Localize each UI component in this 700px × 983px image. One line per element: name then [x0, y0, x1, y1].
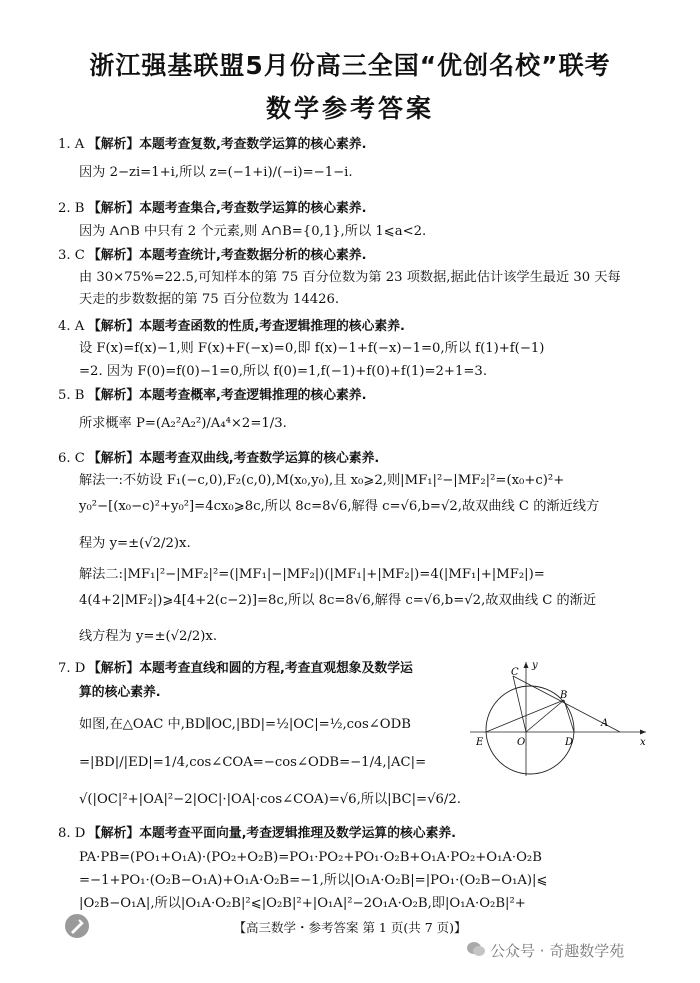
label-a: A	[601, 718, 609, 729]
question-number: 5. B	[58, 388, 85, 403]
answer-line	[79, 534, 191, 554]
label-y: y	[532, 660, 538, 671]
question-heading	[58, 659, 413, 679]
question-heading	[58, 135, 366, 155]
analysis-tag: 【解析】	[88, 319, 140, 334]
line-text: 所求概率 P=(A₂²A₂²)/A₄⁴×2=1/3.	[79, 416, 287, 431]
question-heading	[58, 824, 456, 844]
question-heading	[58, 199, 366, 219]
line-text: 本题考查复数,考查数学运算的核心素养.	[139, 137, 367, 152]
line-text: 本题考查统计,考查数据分析的核心素养.	[139, 248, 367, 263]
question-number: 7. D	[58, 661, 86, 676]
answer-line	[79, 715, 411, 735]
answer-line	[79, 268, 621, 288]
line-text: =|BD|/|ED|=1/4,cos∠COA=−cos∠ODB=−1/4,|AC|=	[79, 755, 427, 770]
line-text: 解法二:|MF₁|²−|MF₂|²=(|MF₁|−|MF₂|)(|MF₁|+|MF₂|)=4(|MF₁|+|MF₂|)=	[79, 567, 545, 582]
wechat-icon	[466, 941, 486, 957]
page-subtitle: 数学参考答案	[265, 94, 434, 123]
line-oc	[513, 676, 526, 732]
line-text: =2. 因为 F(0)=f(0)−1=0,所以 f(0)=1,f(−1)+f(0)+f(1)=2+1=3.	[79, 364, 488, 379]
analysis-tag: 【解析】	[88, 388, 140, 403]
line-ob	[526, 700, 564, 732]
line-text: 由 30×75%=22.5,可知样本的第 75 百分位数为第 23 项数据,据此估计该学生最近 30 天每	[79, 270, 621, 285]
answer-line	[79, 683, 161, 703]
answer-line	[79, 497, 599, 517]
answer-line	[79, 414, 287, 434]
answer-line	[79, 339, 544, 359]
line-text: 设 F(x)=f(x)−1,则 F(x)+F(−x)=0,即 f(x)−1+f(−x)−1=0,所以 f(1)+f(−1)	[79, 341, 545, 356]
line-text: 本题考查集合,考查数学运算的核心素养.	[139, 201, 367, 216]
answer-line	[79, 753, 426, 773]
line-text: =−1+PO₁·(O₂B−O₁A)+O₁A·O₂B=−1,所以|O₁A·O₂B|=|PO₁·(O₂B−O₁A)|⩽	[79, 873, 548, 888]
line-text: 程为 y=±(√2/2)x.	[79, 536, 191, 551]
line-text: 本题考查直线和圆的方程,考查直观想象及数学运	[139, 661, 413, 676]
answer-line	[79, 362, 487, 382]
line-text: 本题考查双曲线,考查数学运算的核心素养.	[139, 451, 380, 466]
answer-line	[79, 471, 564, 491]
watermark: 公众号 · 奇趣数学苑	[490, 942, 625, 960]
analysis-tag: 【解析】	[88, 248, 140, 263]
answer-line	[79, 790, 461, 810]
line-text: 如图,在△OAC 中,BD∥OC,|BD|=½|OC|=½,cos∠ODB	[79, 717, 411, 732]
analysis-tag: 算的核心素养.	[79, 685, 161, 700]
answer-line	[79, 222, 426, 242]
question-heading	[58, 246, 366, 266]
geometry-figure	[468, 658, 648, 778]
answer-line	[79, 894, 526, 914]
page-footer: 【高三数学・参考答案 第 1 页(共 7 页)】	[233, 920, 467, 935]
line-text: y₀²−[(x₀−c)²+y₀²]=4cx₀⩾8c,所以 8c=8√6,解得 c=√6,b=√2,故双曲线 C 的渐近线方	[79, 499, 600, 514]
line-text: |O₂B−O₁A|,所以|O₁A·O₂B|²⩽|O₂B|²+|O₁A|²−2O₁A·O₂B,即|O₁A·O₂B|²+	[79, 896, 526, 911]
line-text: 线方程为 y=±(√2/2)x.	[79, 629, 218, 644]
label-x: x	[640, 737, 646, 748]
question-number: 4. A	[58, 319, 85, 334]
label-e: E	[476, 737, 484, 748]
answer-line	[79, 591, 596, 611]
question-number: 2. B	[58, 201, 85, 216]
line-text: √(|OC|²+|OA|²−2|OC|·|OA|·cos∠COA)=√6,所以|BC|=√6/2.	[79, 792, 461, 807]
line-text: 本题考查函数的性质,考查逻辑推理的核心素养.	[139, 319, 405, 334]
line-text: 解法一:不妨设 F₁(−c,0),F₂(c,0),M(x₀,y₀),且 x₀⩾2,则|MF₁|²−|MF₂|²=(x₀+c)²+	[79, 473, 565, 488]
line-text: 因为 A∩B 中只有 2 个元素,则 A∩B={0,1},所以 1⩽a<2.	[79, 224, 427, 239]
line-bd	[564, 700, 574, 732]
line-text: 4(4+2|MF₂|)⩾4[4+2(c−2)]=8c,所以 8c=8√6,解得 c=√6,b=√2,故双曲线 C 的渐近	[79, 593, 597, 608]
analysis-tag: 【解析】	[88, 137, 140, 152]
answer-line	[79, 627, 217, 647]
answer-line	[79, 290, 339, 310]
label-b: B	[560, 690, 568, 701]
line-text: 本题考查平面向量,考查逻辑推理及数学运算的核心素养.	[139, 826, 457, 841]
analysis-tag: 【解析】	[88, 451, 140, 466]
answer-line	[79, 848, 542, 868]
question-number: 1. A	[58, 137, 85, 152]
page-title: 浙江强基联盟5月份高三全国“优创名校”联考	[89, 51, 611, 80]
line-text: PA·PB=(PO₁+O₁A)·(PO₂+O₂B)=PO₁·PO₂+PO₁·O₂B+O₁A·PO₂+O₁A·O₂B	[79, 850, 542, 865]
question-number: 6. C	[58, 451, 85, 466]
question-number: 3. C	[58, 248, 85, 263]
question-number: 8. D	[58, 826, 86, 841]
analysis-tag: 【解析】	[88, 661, 140, 676]
answer-line	[79, 565, 545, 585]
question-heading	[58, 449, 379, 469]
line-text: 天走的步数数据的第 75 百分位数为 14426.	[79, 292, 340, 307]
question-heading	[58, 386, 366, 406]
label-d: D	[565, 737, 574, 748]
analysis-tag: 【解析】	[88, 826, 140, 841]
line-text: 本题考查概率,考查逻辑推理的核心素养.	[139, 388, 367, 403]
answer-line	[79, 163, 353, 183]
answer-line	[79, 871, 548, 891]
analysis-tag: 【解析】	[88, 201, 140, 216]
label-o: O	[517, 737, 526, 748]
question-heading	[58, 317, 405, 337]
label-c: C	[511, 667, 519, 678]
line-text: 因为 2−zi=1+i,所以 z=(−1+i)/(−i)=−1−i.	[79, 165, 353, 180]
